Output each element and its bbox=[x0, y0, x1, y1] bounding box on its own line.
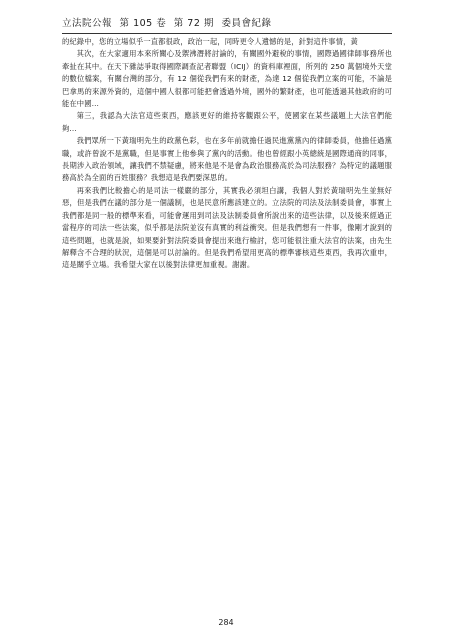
paragraph-5: 再來我們比較擔心的是司法一樣嚴的部分，其實我必須坦白講，我個人對於黃瑞明先生並無好惡，但是我們在議的部分是一個議制，也是民意所應該建立的。立法院的司法及法制委員會，事實上我們都是同一般的標準來看，可能會運用到司法及法制委員會所說出來的這些法律，以及後來經過正當程序的司法一些法案，似乎都是法院並沒有真實的利益衝突。但是我們想有一件事，像剛才說到的這些問題，也就是說，如果要針對法院委員會提出來進行檢討，您可能很注重大法官的法案，由先生解釋含不合理的狀況，這個是可以討論的。但是我們希望用更高的標準審核這些東西，我再次重申，這是關乎立場。我希望大家在以後對法律更加重視。謝謝。 bbox=[62, 185, 392, 270]
page-header bbox=[62, 18, 392, 30]
paragraph-1: 的紀錄中，您的立場似乎一直都很政，政治一起，同時更令人遺憾的是，針對這件事情，黃 bbox=[62, 37, 358, 46]
publication-title: 立法院公報 bbox=[62, 18, 113, 29]
paragraph-4: 我們眾所一下黃瑞明先生的政黨色彩，也在多年前就擔任過民進黨黨內的律師委員，他擔任過黨職，或許曾說不是黨職，但是事實上他參與了黨內的活動。他也曾經跟小英總統是國際通商的同事，長期涉入政治領域，讓我們不禁疑慮，將來他是不是會為政治服務高於為司法服務？為特定的議題服務高於為全面的百姓服務？我想這是我們要深思的。 bbox=[62, 136, 392, 183]
issue-number: 第 72 期 bbox=[173, 18, 214, 29]
volume-number: 第 105 卷 bbox=[119, 18, 167, 29]
paragraph-3: 第三，我認為大法官這些東西，應該更好的維持客觀跟公平，使國家在某些議題上大法官們能夠… bbox=[62, 111, 392, 133]
section-title: 委員會紀錄 bbox=[221, 18, 272, 29]
document-body bbox=[62, 36, 392, 272]
paragraph-2: 其次，在大家適用本來所關心及禦沸潛將討論的，有關國外避稅的事情，國際過國律師事務所也牽扯在其中。在天下雜誌爭取得國際調查記者聯盟（ICIJ）的資料庫裡面，所列的 250 萬個境外天堂的數位檔案，有關台灣的部分，有 12 個從我們有來的財產，為達 12 個從我們立案的可能，不論是巴拿馬的來源外資的，這個中國人很都可能把會透過外境，國外的繁財產，也可能透過其他政府的可能在中國… bbox=[62, 49, 392, 109]
page-number: 284 bbox=[218, 618, 234, 627]
header-divider bbox=[62, 33, 392, 34]
